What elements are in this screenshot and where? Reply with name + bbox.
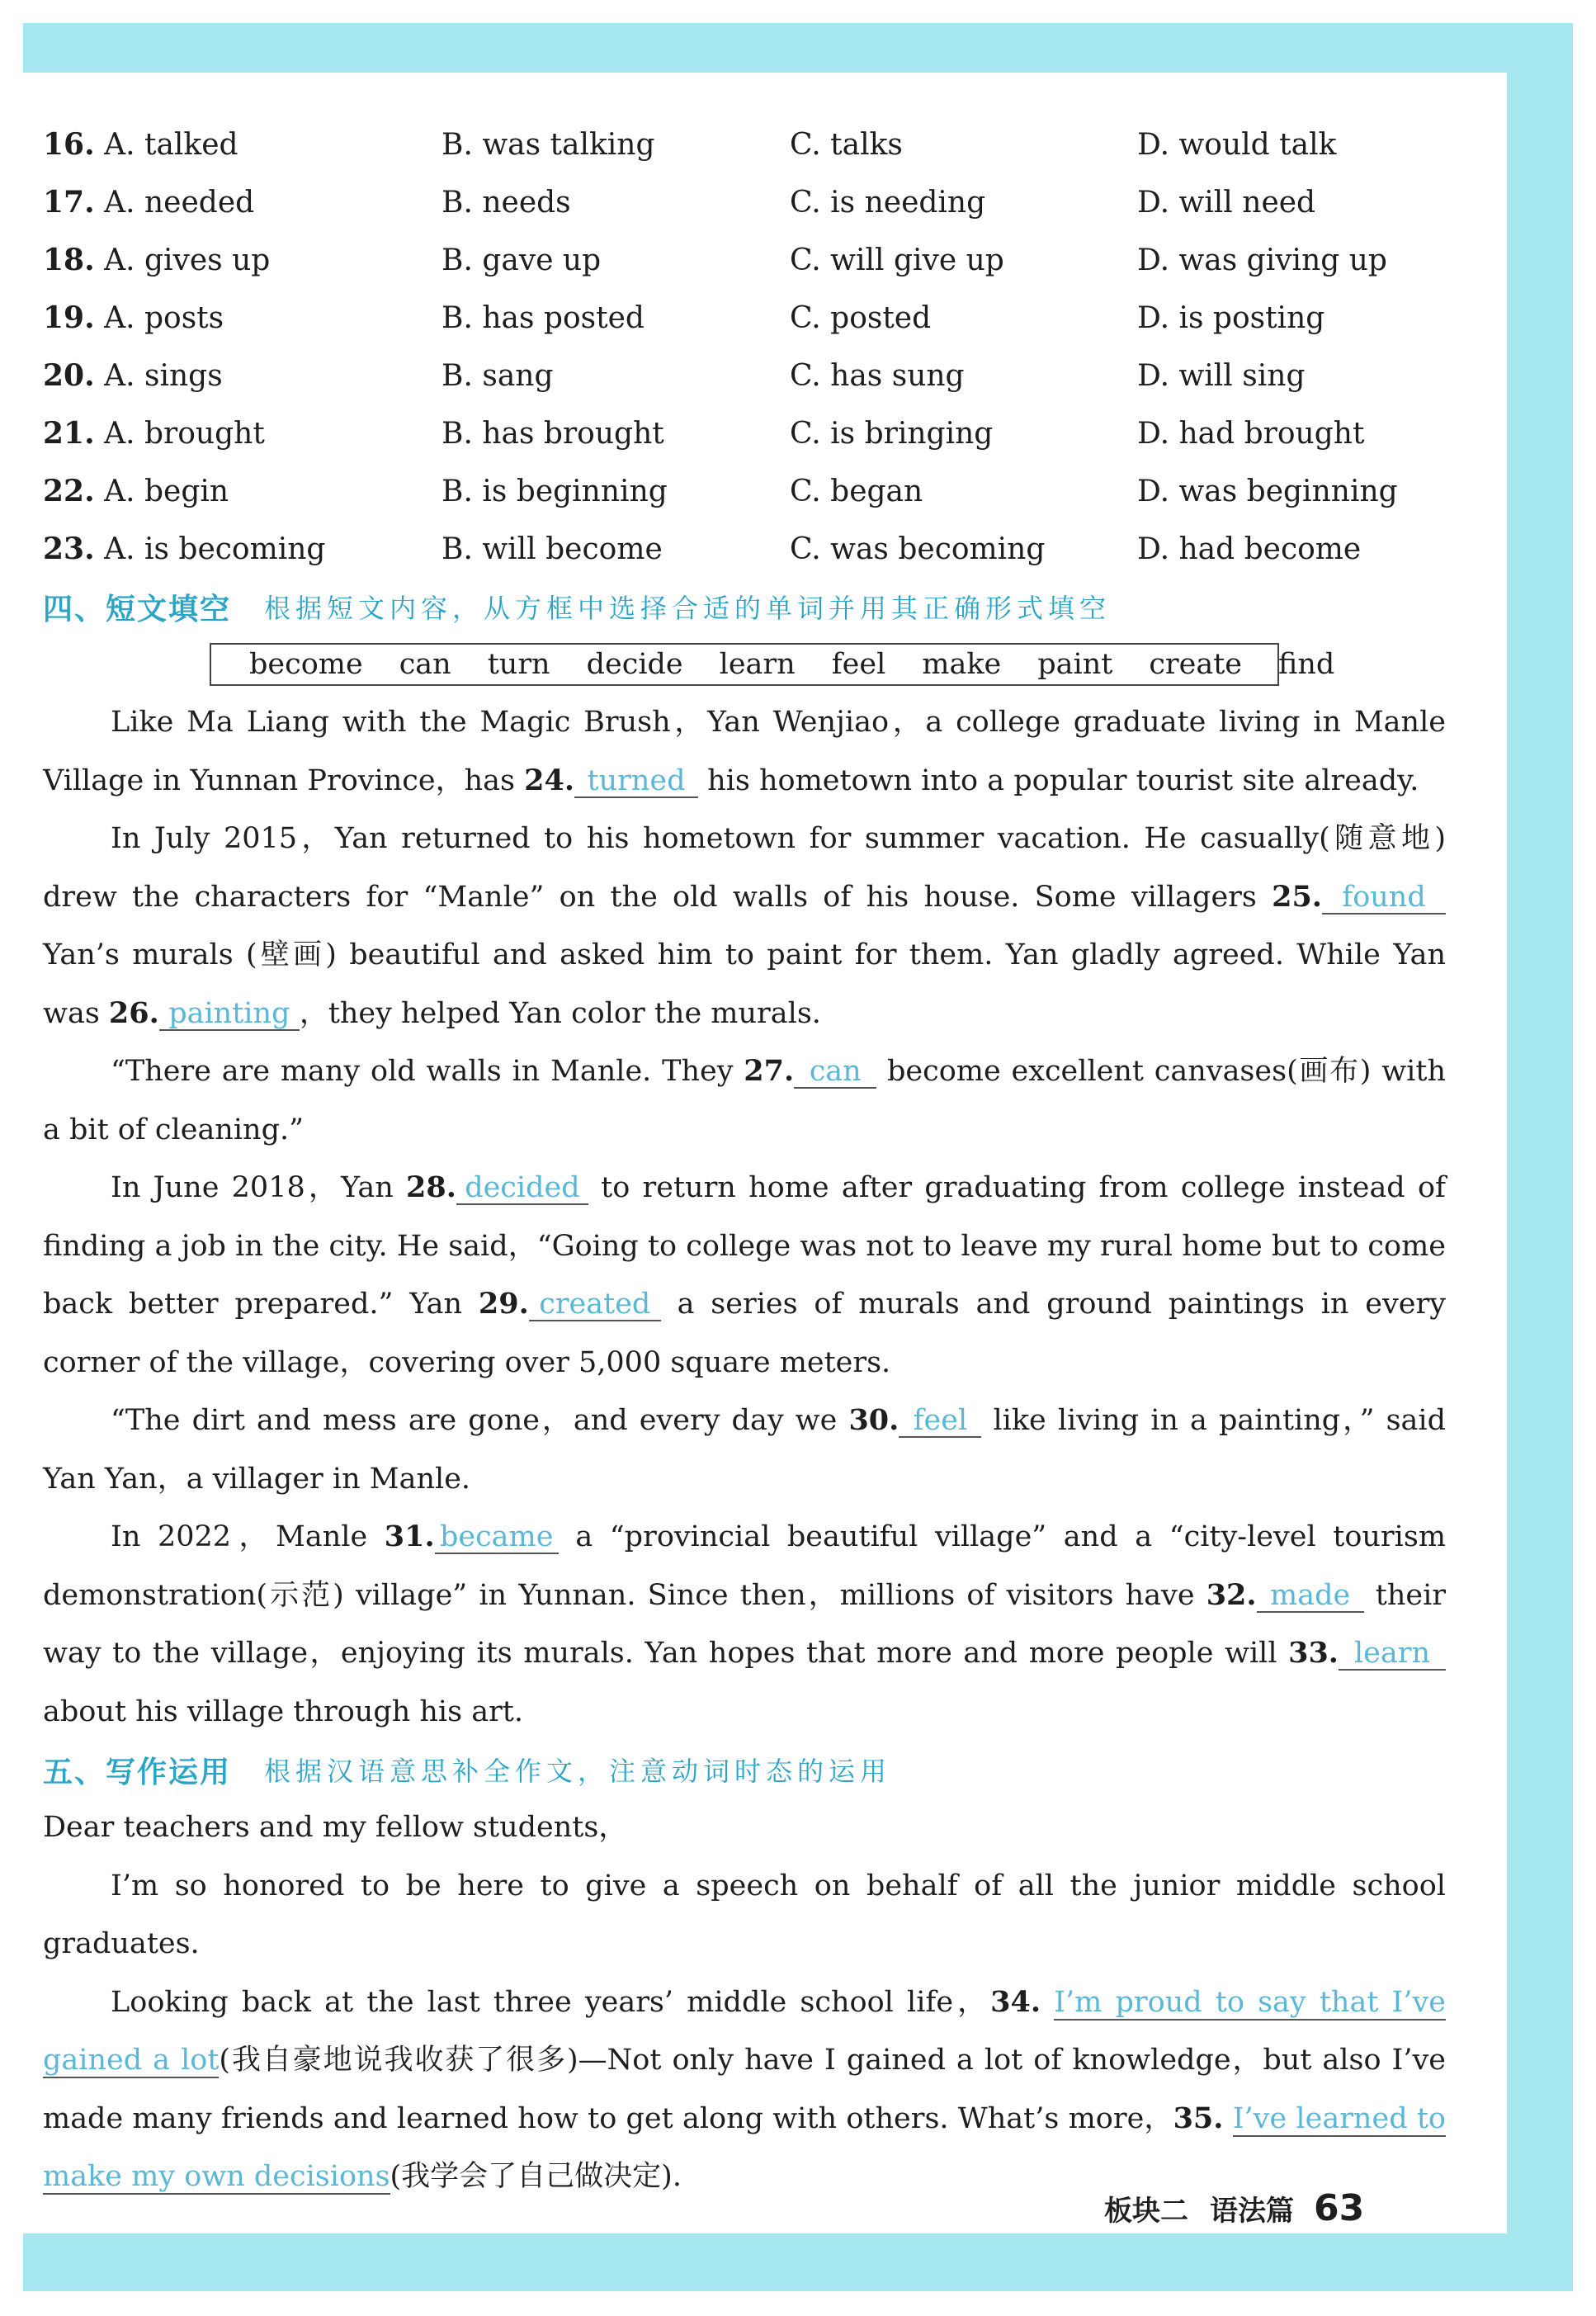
answer-blank: painting xyxy=(159,998,300,1031)
option-a: A. posts xyxy=(104,301,224,335)
word-box xyxy=(210,643,1335,686)
section-5-title: 五、写作运用 xyxy=(43,1755,232,1789)
passage-paragraph: In 2022，Manle 31. became a “provincial beautiful village” and a “city-level tourism demonstration(示范) village” in Yunnan. Since then，millions of visitors have 32. made their way to the village，enjoying its murals. Yan hopes that more and more people will 33. learn about his village through his art. xyxy=(43,1520,1447,1728)
option-d: D. was beginning xyxy=(1137,474,1398,508)
right-border-band xyxy=(1507,23,1573,2242)
section-4-title: 四、短文填空 xyxy=(43,592,232,626)
blank-number: 26. xyxy=(108,995,159,1030)
option-c: C. began xyxy=(790,474,923,508)
blank-number: 32. xyxy=(1206,1577,1257,1612)
multiple-choice-list xyxy=(43,116,1446,578)
option-d: D. is posting xyxy=(1137,300,1325,335)
option-b: B. has posted xyxy=(441,300,645,335)
word-option: learn xyxy=(719,648,796,681)
word-option: can xyxy=(399,648,451,681)
option-d: D. was giving up xyxy=(1137,243,1387,277)
footer-section: 语法篇 xyxy=(1210,2195,1294,2228)
option-c: C. talks xyxy=(790,127,903,162)
mc-row xyxy=(43,116,1446,173)
word-option: paint xyxy=(1037,648,1113,681)
passage-paragraph: In July 2015，Yan returned to his hometown for summer vacation. He casually(随意地) drew the characters for “Manle” on the old walls of his house. Some villagers 25. found Yan’s murals (壁画) beautiful and asked him to paint for them. Yan gladly agreed. While Yan was 26. painting ，they helped Yan color the murals. xyxy=(43,822,1446,1030)
option-c: C. will give up xyxy=(790,243,1004,277)
question-number: 16. xyxy=(43,127,95,162)
answer-blank: I’m proud to say that I’ve gained a lot xyxy=(43,1985,1446,2077)
option-b: B. was talking xyxy=(441,127,655,162)
word-option: find xyxy=(1278,648,1335,681)
blank-number: 33. xyxy=(1288,1636,1339,1670)
mc-row xyxy=(43,347,1446,404)
option-a: A. talked xyxy=(104,128,238,162)
option-c: C. is needing xyxy=(790,185,986,220)
top-border-band xyxy=(23,23,1573,73)
answer-blank: made xyxy=(1257,1580,1364,1613)
question-number: 22. xyxy=(43,474,95,508)
word-option: feel xyxy=(831,648,886,681)
bottom-border-band xyxy=(23,2233,1573,2291)
section-5-instruction: 根据汉语意思补全作文，注意动词时态的运用 xyxy=(264,1756,892,1787)
passage-paragraph: Like Ma Liang with the Magic Brush，Yan Wenjiao，a college graduate living in Manle Village in Yunnan Province，has 24. turned his hometown into a popular tourist site already. xyxy=(43,706,1446,797)
option-c: C. is bringing xyxy=(790,416,994,451)
answer-blank: found xyxy=(1322,881,1446,915)
mc-row xyxy=(43,404,1446,462)
blank-number: 31. xyxy=(384,1520,435,1553)
footer-module: 板块二 xyxy=(1104,2195,1188,2228)
option-a: A. sings xyxy=(104,359,223,393)
option-b: B. needs xyxy=(441,185,571,220)
page-number: 63 xyxy=(1314,2187,1365,2229)
question-number: 23. xyxy=(43,532,95,566)
word-option: become xyxy=(249,648,363,681)
section-4-instruction: 根据短文内容，从方框中选择合适的单词并用其正确形式填空 xyxy=(264,593,1112,624)
passage-paragraph: “There are many old walls in Manle. They 27. can become excellent canvases(画布) with a bit of cleaning.” xyxy=(43,1054,1446,1146)
option-b: B. will become xyxy=(441,532,663,566)
option-d: D. had become xyxy=(1137,532,1362,566)
option-c: C. has sung xyxy=(790,358,965,393)
mc-row xyxy=(43,289,1446,347)
mc-row xyxy=(43,462,1446,520)
answer-blank: can xyxy=(794,1056,876,1089)
word-option: turn xyxy=(487,648,550,681)
answer-blank: learn xyxy=(1339,1638,1446,1671)
option-b: B. has brought xyxy=(441,416,664,451)
question-number: 20. xyxy=(43,358,95,393)
section-5-heading xyxy=(43,1741,1446,1798)
word-box-row xyxy=(43,636,1446,693)
option-c: C. was becoming xyxy=(790,532,1046,566)
essay-paragraph: Looking back at the last three years’ middle school life，34. I’m proud to say that I’ve gained a lot(我自豪地说我收获了很多)—Not only have I gained a lot of knowledge，but also I’ve made many friends and learned how to get along with others. What’s more，35. I’ve learned to make my own decisions(我学会了自己做决定). xyxy=(43,1984,1446,2193)
question-number: 17. xyxy=(43,185,95,220)
option-b: B. sang xyxy=(441,358,554,393)
option-d: D. will sing xyxy=(1137,358,1306,393)
passage-paragraph: In June 2018，Yan 28. decided to return home after graduating from college instead of finding a job in the city. He said，“Going to college was not to leave my rural home but to come back better prepared.” Yan 29. created a series of murals and ground paintings in every corner of the village，covering over 5,000 square meters. xyxy=(43,1170,1446,1379)
answer-blank: created xyxy=(529,1288,661,1321)
question-number: 19. xyxy=(43,300,95,335)
mc-row xyxy=(43,231,1446,289)
blank-number: 35. xyxy=(1173,2101,1224,2135)
page-content xyxy=(43,116,1446,2206)
essay-line: I’m so honored to be here to give a speech on behalf of all the junior middle school graduates. xyxy=(43,1869,1446,1960)
blank-number: 34. xyxy=(990,1984,1041,2019)
question-number: 18. xyxy=(43,243,95,277)
answer-blank: became xyxy=(435,1521,559,1554)
blank-number: 30. xyxy=(848,1403,900,1437)
page-footer xyxy=(1104,2187,1364,2229)
option-a: A. needed xyxy=(104,186,255,220)
word-option: decide xyxy=(586,648,683,681)
passage-paragraph: “The dirt and mess are gone，and every day we 30. feel like living in a painting，” said Yan Yan，a villager in Manle. xyxy=(43,1403,1447,1496)
answer-blank: decided xyxy=(456,1172,588,1205)
question-number: 21. xyxy=(43,416,95,451)
blank-number: 27. xyxy=(744,1054,795,1088)
option-b: B. gave up xyxy=(441,243,602,277)
option-d: D. had brought xyxy=(1137,416,1365,451)
section-4-heading xyxy=(43,578,1446,636)
answer-blank: feel xyxy=(899,1405,981,1438)
option-d: D. would talk xyxy=(1137,127,1337,162)
mc-row xyxy=(43,173,1446,231)
blank-number: 29. xyxy=(478,1287,529,1321)
blank-number: 24. xyxy=(524,763,575,797)
word-option: make xyxy=(922,648,1002,681)
letter-greeting: Dear teachers and my fellow students， xyxy=(43,1811,628,1844)
blank-number: 28. xyxy=(406,1170,456,1204)
answer-blank: I’ve learned to make my own decisions xyxy=(43,2101,1446,2193)
option-a: A. is becoming xyxy=(104,532,326,566)
option-b: B. is beginning xyxy=(441,474,668,508)
word-option: create xyxy=(1149,648,1243,681)
option-d: D. will need xyxy=(1137,185,1316,220)
answer-blank: turned xyxy=(574,765,698,798)
option-a: A. gives up xyxy=(104,243,271,277)
option-a: A. brought xyxy=(104,417,265,451)
blank-number: 25. xyxy=(1272,879,1322,914)
option-c: C. posted xyxy=(790,300,932,335)
mc-row xyxy=(43,520,1446,578)
option-a: A. begin xyxy=(104,475,229,508)
